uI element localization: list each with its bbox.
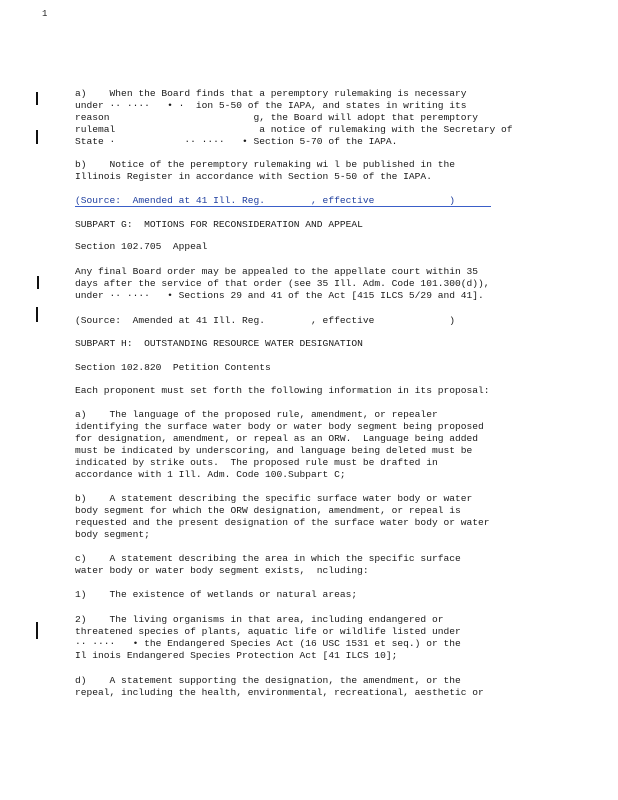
item-a-line: a) The language of the proposed rule, amendment, or repealer: [75, 409, 438, 420]
source-note-highlighted: (Source: Amended at 41 Ill. Reg. , effective ): [75, 195, 455, 206]
section-820-heading: Section 102.820 Petition Contents: [75, 362, 271, 373]
para-b-line: b) Notice of the peremptory rulemaking wi l be published in the: [75, 159, 455, 170]
para-b-line: Illinois Register in accordance with Section 5-50 of the IAPA.: [75, 171, 432, 182]
subpart-h-heading: SUBPART H: OUTSTANDING RESOURCE WATER DESIGNATION: [75, 338, 363, 349]
appeal-text-line: Any final Board order may be appealed to the appellate court within 35: [75, 266, 479, 277]
revision-bar: [36, 622, 38, 639]
item-a-line: identifying the surface water body or water body segment being proposed: [75, 421, 484, 432]
para-a-line: reason g, the Board will adopt that peremptory: [75, 112, 479, 123]
revision-bar: [36, 92, 38, 105]
item-a-line: accordance with 1 Ill. Adm. Code 100.Subpart C;: [75, 469, 346, 480]
item-a-line: indicated by strike outs. The proposed rule must be drafted in: [75, 457, 438, 468]
para-a-line: under ·· ···· • · ion 5-50 of the IAPA, and states in writing its: [75, 100, 467, 111]
source-underline: [75, 206, 491, 207]
item-b-line: body segment for which the ORW designation, amendment, or repeal is: [75, 505, 461, 516]
para-a-line: State · ·· ···· • Section 5-70 of the IAPA.: [75, 136, 398, 147]
para-a-line: rulemal a notice of rulemaking with the Secretary of: [75, 124, 513, 135]
item-c2-line: threatened species of plants, aquatic life or wildlife listed under: [75, 626, 461, 637]
subpart-g-heading: SUBPART G: MOTIONS FOR RECONSIDERATION AND APPEAL: [75, 219, 363, 230]
item-d-line: repeal, including the health, environmental, recreational, aesthetic or: [75, 687, 484, 698]
intro-text: Each proponent must set forth the following information in its proposal:: [75, 385, 490, 396]
item-d-line: d) A statement supporting the designation, the amendment, or the: [75, 675, 461, 686]
revision-bar: [37, 276, 39, 289]
item-c-line: c) A statement describing the area in which the specific surface: [75, 553, 461, 564]
section-705-heading: Section 102.705 Appeal: [75, 241, 208, 252]
item-c2-line: 2) The living organisms in that area, including endangered or: [75, 614, 444, 625]
appeal-text-line: under ·· ···· • Sections 29 and 41 of the Act [415 ILCS 5/29 and 41].: [75, 290, 484, 301]
para-a-line: a) When the Board finds that a peremptory rulemaking is necessary: [75, 88, 467, 99]
appeal-text-line: days after the service of that order (see 35 Ill. Adm. Code 101.300(d)),: [75, 278, 490, 289]
item-c-line: water body or water body segment exists, ncluding:: [75, 565, 369, 576]
revision-bar: [36, 307, 38, 322]
item-b-line: body segment;: [75, 529, 150, 540]
item-b-line: b) A statement describing the specific surface water body or water: [75, 493, 473, 504]
revision-bar: [36, 130, 38, 144]
item-c2-line: Il inois Endangered Species Protection Act [41 ILCS 10];: [75, 650, 398, 661]
item-b-line: requested and the present designation of the surface water body or water: [75, 517, 490, 528]
header-fragment: 1: [42, 9, 48, 19]
item-c2-line: ·· ···· • the Endangered Species Act (16 USC 1531 et seq.) or the: [75, 638, 461, 649]
source-note: (Source: Amended at 41 Ill. Reg. , effective ): [75, 315, 455, 326]
item-c1: 1) The existence of wetlands or natural areas;: [75, 589, 358, 600]
item-a-line: must be indicated by underscoring, and language being deleted must be: [75, 445, 473, 456]
item-a-line: for designation, amendment, or repeal as an ORW. Language being added: [75, 433, 479, 444]
